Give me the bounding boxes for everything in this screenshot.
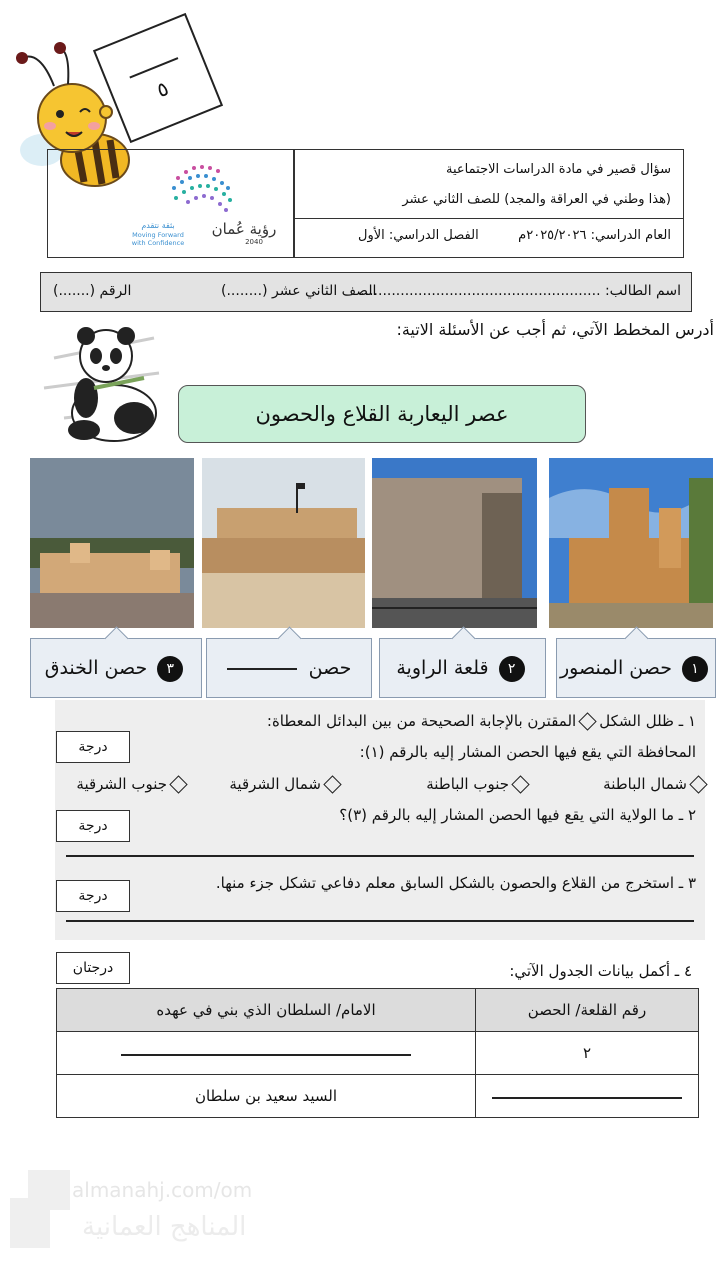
q1-option-3[interactable] (229, 775, 344, 793)
q1-grade-box: درجة (56, 731, 130, 763)
watermark-logo (10, 1170, 70, 1250)
fort-label-1 (556, 638, 716, 698)
answer-blank[interactable] (121, 1052, 411, 1056)
q1-subprompt: المحافظة التي يقع فيها الحصن المشار إليه بالرقم (١): (359, 743, 696, 761)
photo-fort-alrawiya (372, 458, 537, 628)
fort-label-2 (379, 638, 546, 698)
q1-option-2[interactable] (426, 775, 532, 793)
fort-name-2: قلعة الراوية (396, 657, 489, 679)
label-notch (451, 626, 475, 650)
header-subject: سؤال قصير في مادة الدراسات الاجتماعية (446, 162, 671, 177)
table-header-ruler: الامام/ السلطان الذي بني في عهده (57, 989, 476, 1032)
fort-name-blank-line[interactable] (227, 668, 297, 670)
student-info-row (40, 272, 692, 312)
header-hline (293, 218, 683, 219)
table-header-fort-number: رقم القلعة/ الحصن (476, 989, 699, 1032)
q2-answer-line[interactable] (66, 855, 694, 857)
fort-name-3: حصن الخندق (44, 657, 148, 679)
table-row (57, 1032, 699, 1075)
fort-name-1: حصن المنصور (559, 657, 672, 679)
label-notch (624, 626, 648, 650)
table-cell-number-blank[interactable] (476, 1075, 699, 1118)
diamond-icon[interactable] (689, 775, 707, 793)
student-class-field[interactable]: الصف الثاني عشر (........) (221, 283, 377, 299)
q3-prompt: ٣ ـ استخرج من القلاع والحصون بالشكل السابق معلم دفاعي تشكل جزء منها. (215, 874, 696, 892)
student-name-field[interactable]: اسم الطالب: ...................................................... (360, 283, 681, 299)
q1-prompt-end: المقترن بالإجابة الصحيحة من بين البدائل المعطاة: (266, 712, 577, 730)
photo-fort-blank (202, 458, 365, 628)
answer-blank[interactable] (492, 1095, 682, 1099)
table-cell-number: ٢ (476, 1032, 699, 1075)
fort-badge-3: ٣ (157, 656, 183, 682)
logo-year: 2040 (245, 238, 263, 246)
diamond-icon[interactable] (169, 775, 187, 793)
instruction-text: أدرس المخطط الآتي، ثم أجب عن الأسئلة الاتية: (396, 320, 714, 339)
q1-prompt-start: ١ ـ ظلل الشكل (599, 712, 696, 730)
fort-label-blank (206, 638, 372, 698)
student-number-field[interactable]: الرقم (.......) (53, 283, 132, 299)
fort-name-blank: حصن (308, 657, 352, 679)
logo-text: رؤية عُمان (211, 220, 277, 238)
q1-option-1-label: شمال الباطنة (603, 775, 687, 793)
header-semester: الفصل الدراسي: الأول (358, 228, 479, 243)
q4-grade-box: درجتان (56, 952, 130, 984)
table-row (57, 1075, 699, 1118)
fort-badge-1: ١ (682, 656, 708, 682)
header-unit: (هذا وطني في العراقة والمجد) للصف الثاني عشر (402, 192, 671, 207)
q4-prompt: ٤ ـ أكمل بيانات الجدول الآتي: (509, 962, 692, 980)
section-title: عصر اليعاربة القلاع والحصون (178, 385, 586, 443)
watermark-name: المناهج العمانية (82, 1212, 247, 1242)
q1-option-2-label: جنوب الباطنة (426, 775, 509, 793)
forts-table (56, 988, 699, 1118)
q2-grade-box: درجة (56, 810, 130, 842)
logo-sub-en2: with Confidence (131, 239, 185, 247)
q1-option-4-label: جنوب الشرقية (76, 775, 167, 793)
q1-option-4[interactable] (76, 775, 190, 793)
logo-sub-ar: بثقة نتقدم (141, 221, 175, 230)
fort-label-3 (30, 638, 202, 698)
logo-sub-en1: Moving Forward (132, 231, 184, 239)
header-divider (293, 150, 295, 257)
watermark-url: almanahj.com/om (72, 1178, 253, 1202)
table-cell-ruler-blank[interactable] (57, 1032, 476, 1075)
header-box (47, 149, 684, 258)
header-year: العام الدراسي: ٢٠٢٥/٢٠٢٦م (518, 228, 671, 243)
label-notch (277, 626, 301, 650)
q1-prompt (267, 712, 696, 730)
diamond-icon (579, 712, 597, 730)
q2-prompt: ٢ ـ ما الولاية التي يقع فيها الحصن المشار إليه بالرقم (٣)؟ (339, 806, 696, 824)
grade-card-value: ٥ (153, 75, 172, 103)
photo-fort-almansour (549, 458, 713, 628)
table-cell-ruler: السيد سعيد بن سلطان (57, 1075, 476, 1118)
fort-badge-2: ٢ (499, 656, 525, 682)
label-notch (104, 626, 128, 650)
photo-fort-alkhandaq (30, 458, 194, 628)
diamond-icon[interactable] (511, 775, 529, 793)
q3-grade-box: درجة (56, 880, 130, 912)
panda-illustration (34, 318, 166, 442)
table-header-row (57, 989, 699, 1032)
oman-vision-logo (78, 158, 278, 248)
q3-answer-line[interactable] (66, 920, 694, 922)
q1-option-1[interactable] (603, 775, 710, 793)
q1-option-3-label: شمال الشرقية (229, 775, 321, 793)
diamond-icon[interactable] (323, 775, 341, 793)
